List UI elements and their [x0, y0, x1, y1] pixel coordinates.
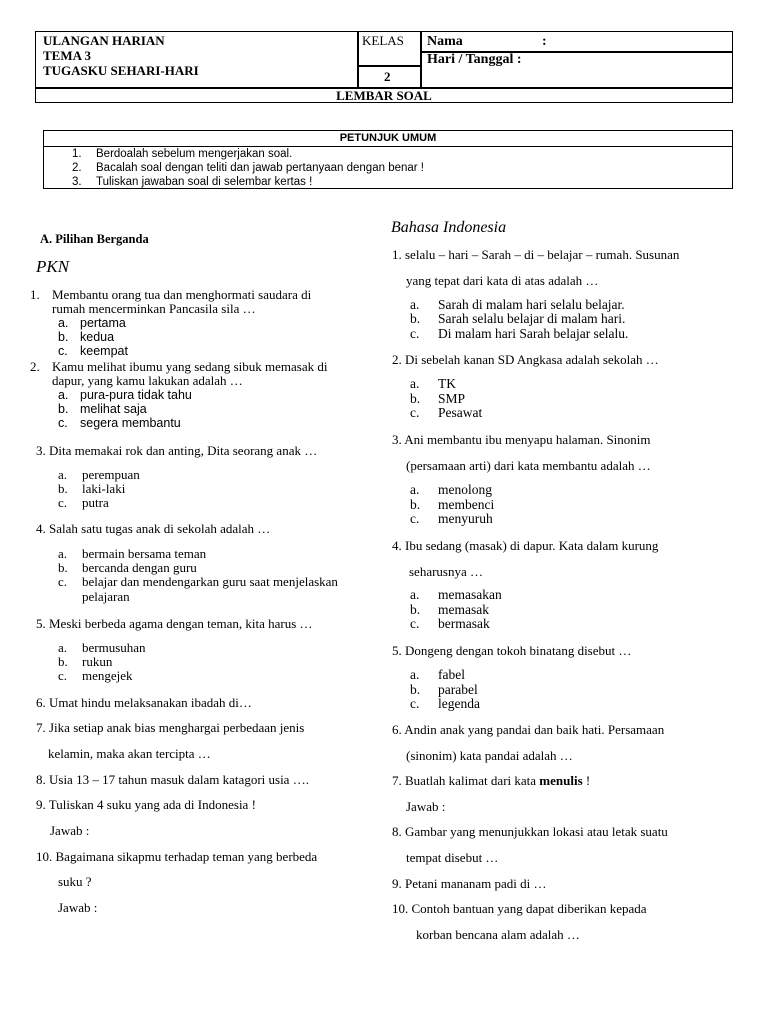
answer-label: Jawab :	[50, 823, 90, 838]
question-text: 6. Umat hindu melaksanakan ibadah di…	[36, 695, 252, 710]
question-number: 1.	[30, 287, 40, 302]
question-text: 4. Salah satu tugas anak di sekolah adalah …	[36, 521, 271, 536]
answer-label: Jawab :	[406, 799, 446, 814]
name-label: Nama	[427, 34, 463, 49]
instruction-item: 2. Bacalah soal dengan teliti dan jawab pertanyaan dengan benar !	[72, 162, 424, 174]
header-divider	[357, 65, 420, 67]
question-text: 3. Ani membantu ibu menyapu halaman. Sinonim	[392, 432, 651, 447]
date-label: Hari / Tanggal :	[427, 52, 522, 67]
question-text: 5. Dongeng dengan tokoh binatang disebut …	[392, 643, 632, 658]
question-text: 1. selalu – hari – Sarah – di – belajar – rumah. Susunan	[392, 247, 680, 262]
option-continuation: pelajaran	[82, 589, 130, 604]
subject-bahasa-indonesia: Bahasa Indonesia	[391, 219, 507, 236]
question-text: suku ?	[58, 874, 92, 889]
answer-label: Jawab :	[58, 900, 98, 915]
question-text: (persamaan arti) dari kata membantu adalah …	[406, 458, 651, 473]
exam-header-table	[35, 31, 733, 103]
question-text: tempat disebut …	[406, 850, 499, 865]
exam-type: ULANGAN HARIAN	[43, 33, 165, 48]
question-text: 8. Gambar yang menunjukkan lokasi atau letak suatu	[392, 824, 668, 839]
instruction-item: 3. Tuliskan jawaban soal di selembar kertas !	[72, 176, 313, 188]
question-text: (sinonim) kata pandai adalah …	[406, 748, 573, 763]
question-text: Kamu melihat ibumu yang sedang sibuk memasak di	[52, 359, 328, 374]
section-heading: A. Pilihan Berganda	[40, 232, 149, 246]
general-instructions-box	[43, 130, 733, 189]
subject-pkn: PKN	[36, 257, 70, 276]
instruction-item: 1. Berdoalah sebelum mengerjakan soal.	[72, 148, 293, 160]
instructions-list	[44, 147, 732, 189]
question-text: korban bencana alam adalah …	[416, 927, 580, 942]
question-text: 9. Tuliskan 4 suku yang ada di Indonesia !	[36, 797, 256, 812]
question-text: yang tepat dari kata di atas adalah …	[406, 273, 599, 288]
sheet-title: LEMBAR SOAL	[336, 88, 432, 103]
question-text: 7. Jika setiap anak bias menghargai perbedaan jenis	[36, 720, 305, 735]
question-text: 6. Andin anak yang pandai dan baik hati. Persamaan	[392, 722, 665, 737]
question-text: 7. Buatlah kalimat dari kata menulis !	[392, 773, 591, 788]
question-text: kelamin, maka akan tercipta …	[48, 746, 211, 761]
question-text: 4. Ibu sedang (masak) di dapur. Kata dalam kurung	[392, 538, 659, 553]
question-text: 3. Dita memakai rok dan anting, Dita seorang anak …	[36, 443, 318, 458]
instructions-title: PETUNJUK UMUM	[44, 131, 732, 147]
class-label: KELAS	[362, 33, 404, 48]
question-text: 5. Meski berbeda agama dengan teman, kita harus …	[36, 616, 313, 631]
question-text: 10. Bagaimana sikapmu terhadap teman yang berbeda	[36, 849, 318, 864]
question-text: rumah mencerminkan Pancasila sila …	[52, 301, 256, 316]
header-divider	[420, 32, 422, 88]
name-colon: :	[542, 34, 547, 49]
question-text: Membantu orang tua dan menghormati saudara di	[52, 287, 312, 302]
class-value: 2	[384, 69, 391, 84]
question-number: 2.	[30, 359, 40, 374]
question-text: 2. Di sebelah kanan SD Angkasa adalah sekolah …	[392, 352, 659, 367]
question-text: dapur, yang kamu lakukan adalah …	[52, 373, 243, 388]
header-divider	[357, 32, 359, 88]
question-text: 8. Usia 13 – 17 tahun masuk dalam katagori usia ….	[36, 772, 309, 787]
exam-theme: TEMA 3	[43, 48, 92, 63]
question-text: 10. Contoh bantuan yang dapat diberikan kepada	[392, 901, 647, 916]
question-text: 9. Petani mananam padi di …	[392, 876, 547, 891]
exam-topic: TUGASKU SEHARI-HARI	[43, 63, 199, 78]
question-text: seharusnya …	[409, 564, 484, 579]
